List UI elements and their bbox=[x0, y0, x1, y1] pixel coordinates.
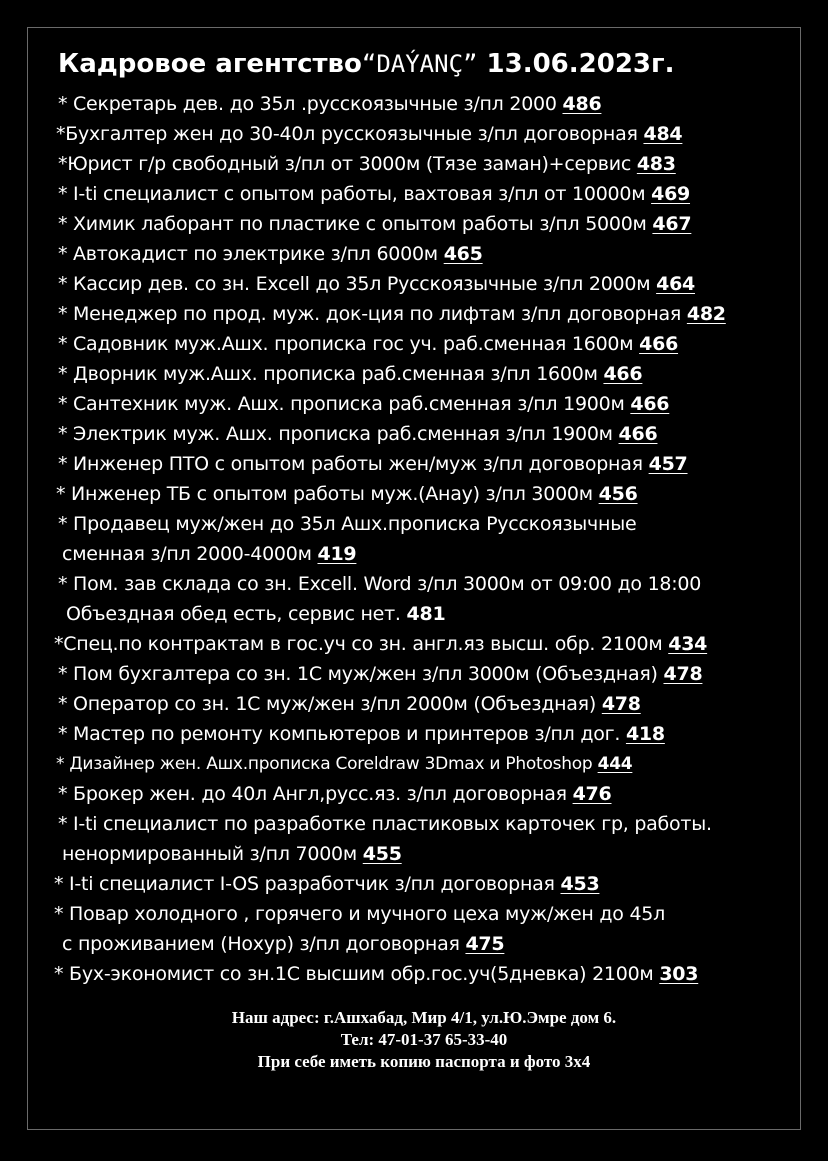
title-prefix: Кадровое агентство bbox=[58, 49, 362, 79]
vacancy-description: * Пом бухгалтера со зн. 1С муж/жен з/пл 3000м (Объездная) bbox=[58, 663, 664, 685]
vacancy-text bbox=[0, 509, 828, 539]
vacancy-code: 303 bbox=[659, 963, 699, 985]
vacancy-description: * Секретарь дев. до 35л .русскоязычные з/пл 2000 bbox=[58, 93, 563, 115]
vacancy-description: * Инженер ПТО с опытом работы жен/муж з/пл договорная bbox=[58, 453, 649, 475]
vacancy-item bbox=[0, 149, 828, 179]
vacancy-text bbox=[0, 89, 828, 119]
vacancy-description: * I-ti специалист по разработке пластиковых карточек гр, работы. bbox=[58, 813, 712, 835]
vacancy-item bbox=[0, 569, 828, 629]
requirements-note: При себе иметь копию паспорта и фото 3х4 bbox=[257, 1052, 591, 1071]
vacancy-code: 444 bbox=[597, 754, 633, 774]
vacancy-text bbox=[0, 929, 828, 959]
vacancy-description: * Инженер ТБ с опытом работы муж.(Анау) з/пл 3000м bbox=[56, 483, 599, 505]
vacancy-item bbox=[0, 869, 828, 899]
vacancy-text bbox=[0, 749, 828, 779]
vacancy-code: 418 bbox=[625, 723, 665, 745]
vacancy-text bbox=[0, 209, 828, 239]
vacancy-description: Объездная обед есть, сервис нет. bbox=[66, 603, 407, 625]
vacancy-description: * Брокер жен. до 40л Англ,русс.яз. з/пл договорная bbox=[58, 783, 573, 805]
vacancy-code: 469 bbox=[651, 183, 691, 205]
vacancy-item bbox=[0, 659, 828, 689]
vacancy-text bbox=[0, 329, 828, 359]
vacancy-text bbox=[0, 449, 828, 479]
vacancy-description: * Электрик муж. Ашх. прописка раб.сменная з/пл 1900м bbox=[58, 423, 619, 445]
vacancy-text bbox=[0, 839, 828, 869]
vacancy-description: * Химик лаборант по пластике с опытом работы з/пл 5000м bbox=[58, 213, 653, 235]
vacancy-description: *Бухгалтер жен до 30-40л русскоязычные з/пл договорная bbox=[56, 123, 644, 145]
vacancy-text bbox=[0, 539, 828, 569]
vacancy-description: * Дизайнер жен. Ашх.прописка Coreldraw 3Dmax и Photoshop bbox=[56, 754, 598, 774]
title-date: 13.06.2023г. bbox=[477, 49, 675, 79]
vacancy-code: 466 bbox=[630, 393, 670, 415]
vacancy-text bbox=[0, 179, 828, 209]
vacancy-item bbox=[0, 749, 828, 779]
agency-brand: “DAÝANÇ” bbox=[361, 50, 478, 78]
vacancy-description: * Сантехник муж. Ашх. прописка раб.сменная з/пл 1900м bbox=[58, 393, 631, 415]
vacancy-item bbox=[0, 449, 828, 479]
vacancy-code: 419 bbox=[317, 543, 357, 565]
vacancy-description: * Пом. зав склада со зн. Excell. Word з/пл 3000м от 09:00 до 18:00 bbox=[58, 573, 702, 595]
vacancy-text bbox=[0, 599, 828, 629]
vacancy-item bbox=[0, 959, 828, 989]
vacancy-item bbox=[0, 269, 828, 299]
vacancy-description: * Кассир дев. со зн. Excell до 35л Русскоязычные з/пл 2000м bbox=[58, 273, 657, 295]
vacancy-code: 456 bbox=[598, 483, 638, 505]
vacancy-code: 481 bbox=[406, 603, 446, 625]
vacancy-item bbox=[0, 629, 828, 659]
vacancy-item bbox=[0, 119, 828, 149]
vacancy-description: * Мастер по ремонту компьютеров и принтеров з/пл дог. bbox=[58, 723, 626, 745]
vacancy-description: * I-ti специалист с опытом работы, вахтовая з/пл от 10000м bbox=[58, 183, 652, 205]
vacancy-item bbox=[0, 89, 828, 119]
vacancy-description: * Дворник муж.Ашх. прописка раб.сменная з/пл 1600м bbox=[58, 363, 604, 385]
vacancy-item bbox=[0, 359, 828, 389]
address-line: Наш адрес: г.Ашхабад, Мир 4/1, ул.Ю.Эмре дом 6. bbox=[231, 1008, 617, 1027]
vacancy-text bbox=[0, 359, 828, 389]
vacancy-item bbox=[0, 419, 828, 449]
vacancy-code: 455 bbox=[362, 843, 402, 865]
vacancy-code: 457 bbox=[648, 453, 688, 475]
vacancy-code: 453 bbox=[560, 873, 600, 895]
vacancy-text bbox=[0, 719, 828, 749]
vacancy-item bbox=[0, 809, 828, 869]
vacancy-description: сменная з/пл 2000-4000м bbox=[62, 543, 318, 565]
vacancy-description: * Садовник муж.Ашх. прописка гос уч. раб.сменная 1600м bbox=[58, 333, 640, 355]
vacancy-text bbox=[0, 119, 828, 149]
vacancy-item bbox=[0, 389, 828, 419]
vacancy-text bbox=[0, 149, 828, 179]
vacancy-text bbox=[0, 689, 828, 719]
agency-title bbox=[58, 44, 674, 84]
vacancy-code: 465 bbox=[443, 243, 483, 265]
vacancy-code: 434 bbox=[668, 633, 708, 655]
vacancy-description: * Повар холодного , горячего и мучного цеха муж/жен до 45л bbox=[54, 903, 666, 925]
vacancy-text bbox=[0, 389, 828, 419]
vacancy-item bbox=[0, 299, 828, 329]
vacancy-code: 483 bbox=[636, 153, 676, 175]
vacancy-code: 486 bbox=[562, 93, 602, 115]
vacancy-description: ненормированный з/пл 7000м bbox=[62, 843, 363, 865]
vacancy-text bbox=[0, 779, 828, 809]
vacancy-item bbox=[0, 779, 828, 809]
vacancy-code: 466 bbox=[603, 363, 643, 385]
vacancy-text bbox=[0, 869, 828, 899]
vacancy-item bbox=[0, 209, 828, 239]
vacancy-text bbox=[0, 899, 828, 929]
vacancy-description: * Автокадист по электрике з/пл 6000м bbox=[58, 243, 444, 265]
vacancy-item bbox=[0, 329, 828, 359]
vacancy-code: 467 bbox=[652, 213, 692, 235]
vacancy-text bbox=[0, 629, 828, 659]
vacancy-description: *Спец.по контрактам в гос.уч со зн. англ.яз высш. обр. 2100м bbox=[54, 633, 669, 655]
vacancy-description: * Продавец муж/жен до 35л Ашх.прописка Русскоязычные bbox=[58, 513, 637, 535]
vacancy-code: 476 bbox=[572, 783, 612, 805]
vacancy-description: с проживанием (Нохур) з/пл договорная bbox=[62, 933, 466, 955]
vacancy-description: * Оператор со зн. 1С муж/жен з/пл 2000м (Объездная) bbox=[58, 693, 602, 715]
vacancy-code: 482 bbox=[686, 303, 726, 325]
vacancy-text bbox=[0, 659, 828, 689]
vacancy-item bbox=[0, 719, 828, 749]
vacancy-item bbox=[0, 899, 828, 959]
vacancy-code: 484 bbox=[643, 123, 683, 145]
vacancy-list bbox=[0, 89, 828, 989]
vacancy-item bbox=[0, 509, 828, 569]
vacancy-text bbox=[0, 269, 828, 299]
vacancy-text bbox=[0, 809, 828, 839]
vacancy-text bbox=[0, 419, 828, 449]
vacancy-text bbox=[0, 959, 828, 989]
vacancy-description: *Юрист г/р свободный з/пл от 3000м (Тязе заман)+сервис bbox=[58, 153, 637, 175]
vacancy-item bbox=[0, 239, 828, 269]
vacancy-description: * I-ti специалист I-OS разработчик з/пл договорная bbox=[54, 873, 561, 895]
vacancy-description: * Менеджер по прод. муж. док-ция по лифтам з/пл договорная bbox=[58, 303, 687, 325]
vacancy-text bbox=[0, 239, 828, 269]
vacancy-code: 466 bbox=[639, 333, 679, 355]
vacancy-description: * Бух-экономист со зн.1С высшим обр.гос.уч(5дневка) 2100м bbox=[54, 963, 660, 985]
phone-line: Тел: 47-01-37 65-33-40 bbox=[340, 1030, 508, 1049]
vacancy-item bbox=[0, 479, 828, 509]
contact-footer bbox=[0, 1007, 828, 1073]
vacancy-text bbox=[0, 569, 828, 599]
vacancy-text bbox=[0, 479, 828, 509]
vacancy-text bbox=[0, 299, 828, 329]
vacancy-code: 478 bbox=[663, 663, 703, 685]
vacancy-code: 478 bbox=[601, 693, 641, 715]
vacancy-code: 464 bbox=[656, 273, 696, 295]
vacancy-code: 475 bbox=[465, 933, 505, 955]
vacancy-code: 466 bbox=[618, 423, 658, 445]
vacancy-item bbox=[0, 689, 828, 719]
vacancy-item bbox=[0, 179, 828, 209]
